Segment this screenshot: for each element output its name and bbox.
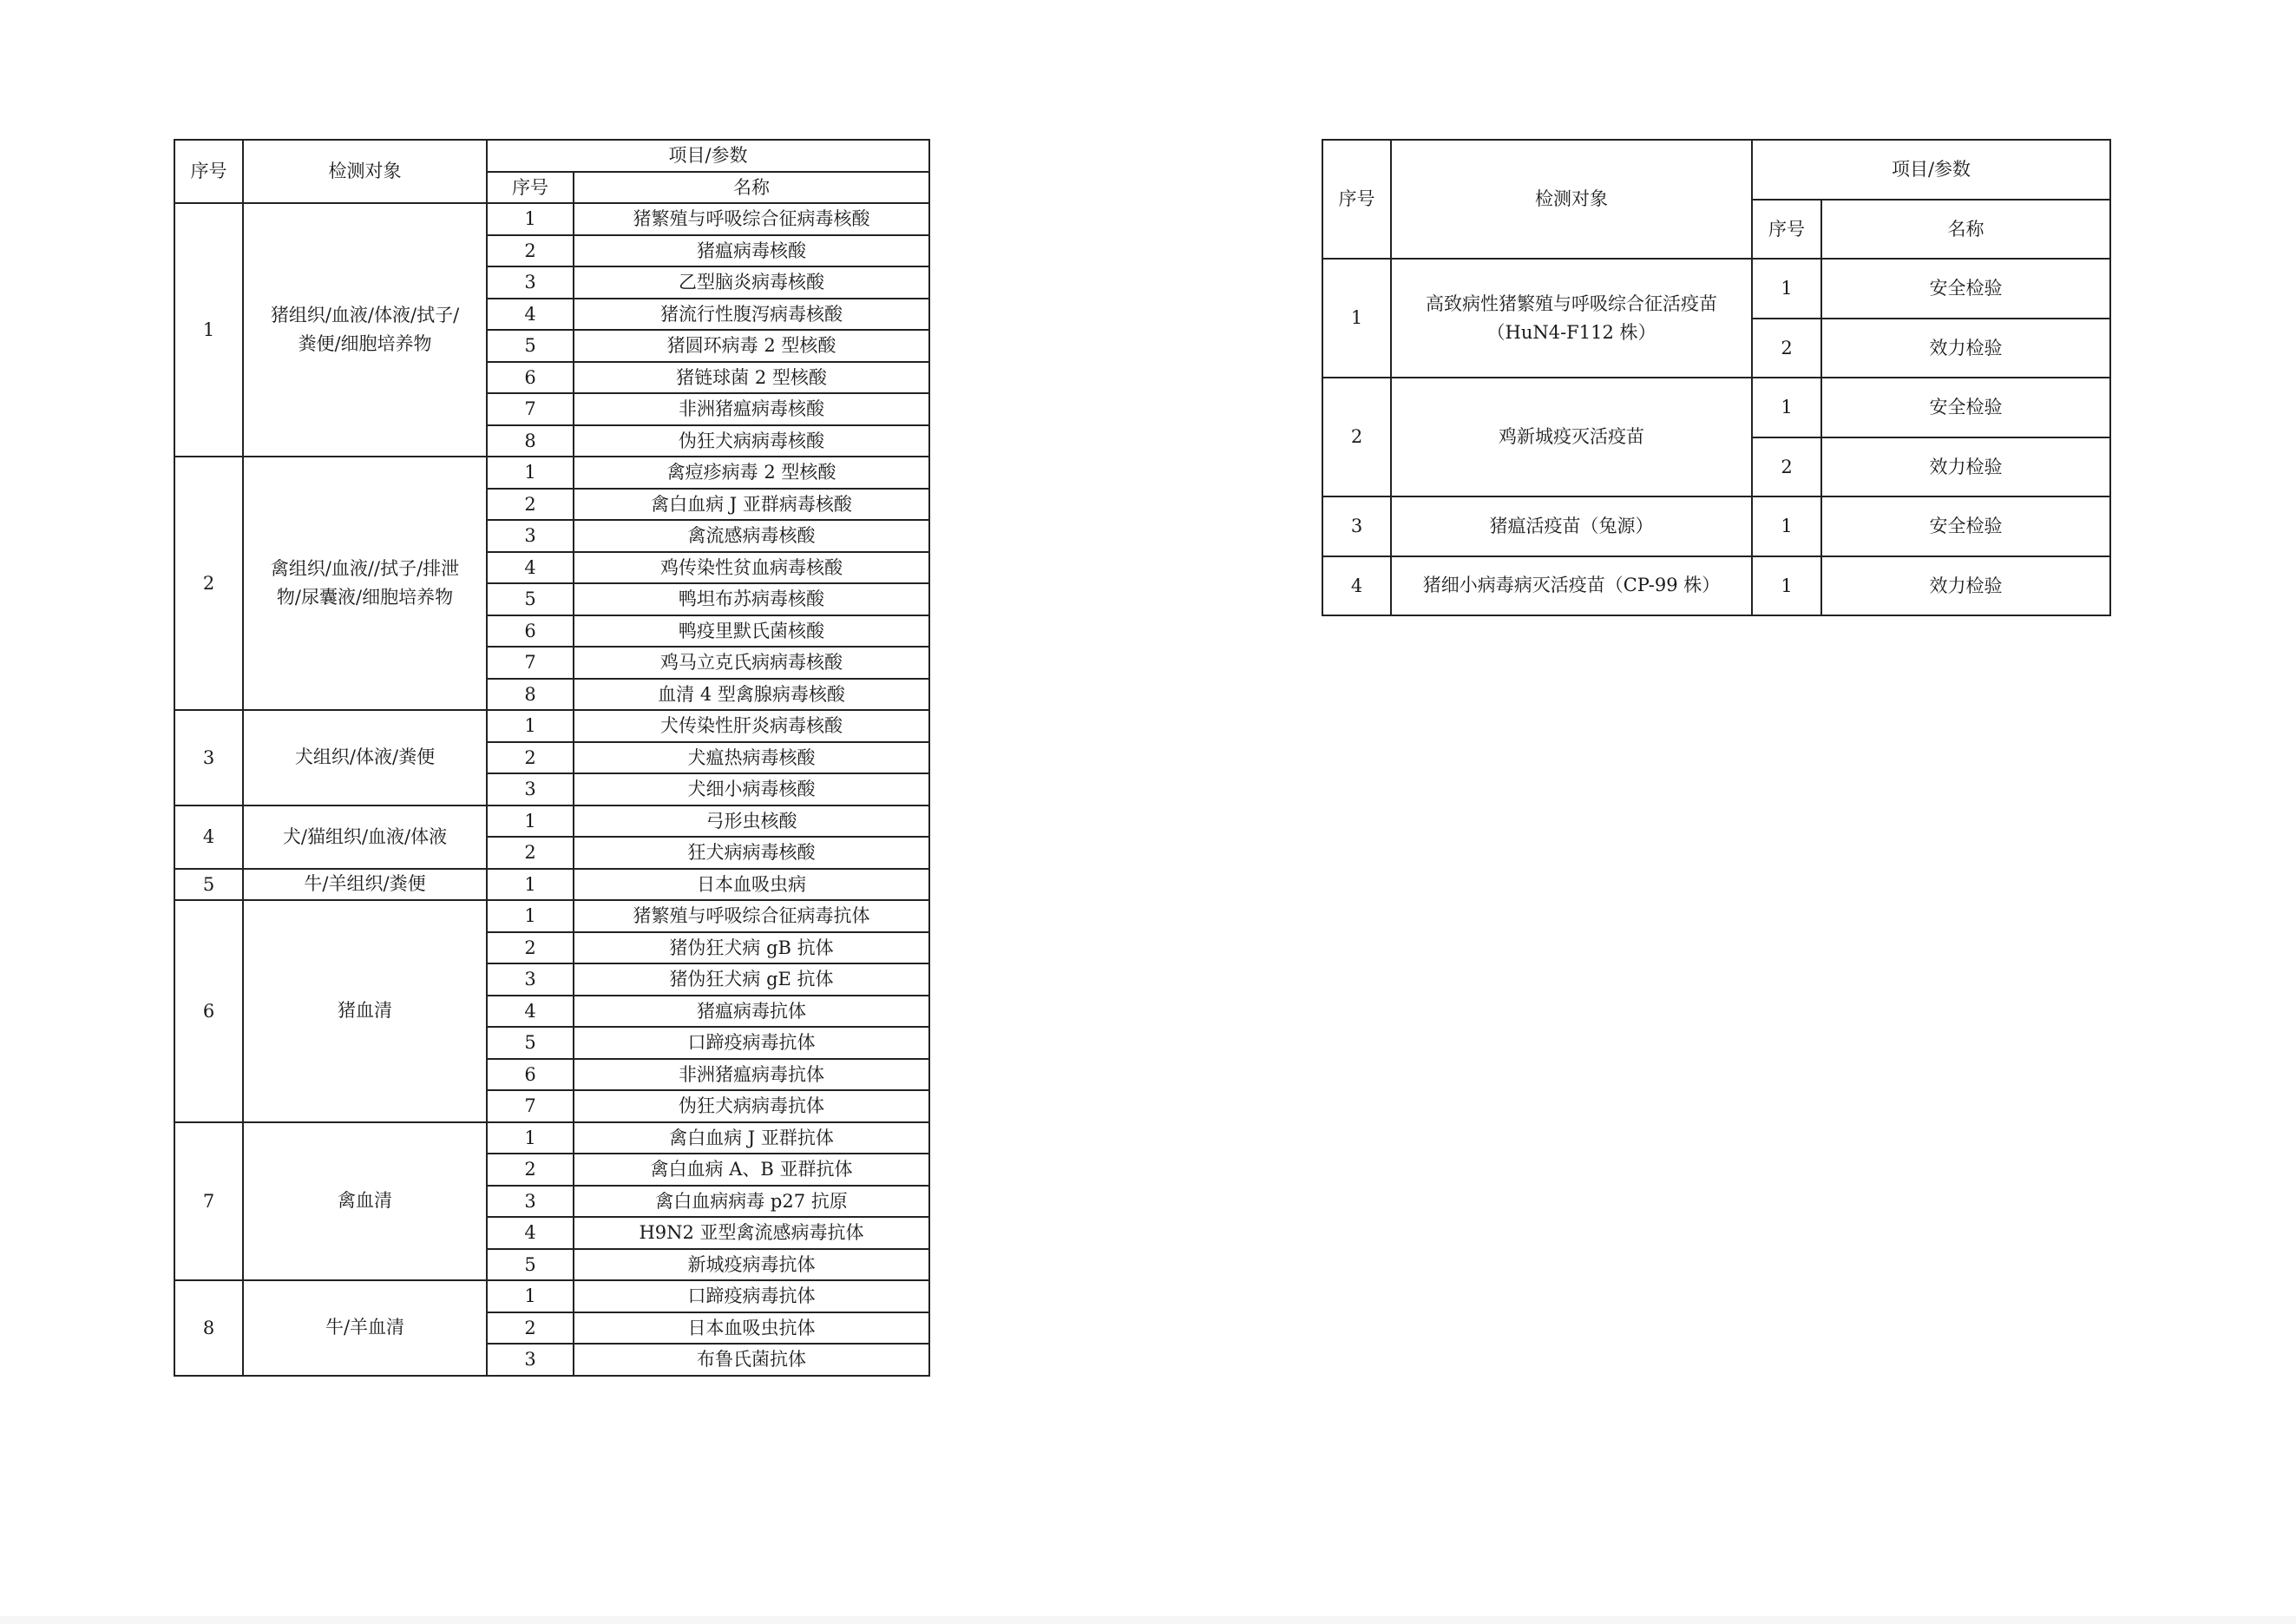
item-name-cell: 狂犬病病毒核酸 (574, 837, 929, 869)
item-seq-cell: 4 (487, 1217, 574, 1249)
detection-object-cell: 高致病性猪繁殖与呼吸综合征活疫苗（HuN4-F112 株） (1391, 259, 1752, 378)
item-seq-cell: 1 (487, 1280, 574, 1312)
group-seq-cell: 5 (174, 869, 243, 901)
item-name-cell: 犬细小病毒核酸 (574, 773, 929, 805)
item-seq-cell: 1 (487, 900, 574, 932)
item-name-cell: 犬传染性肝炎病毒核酸 (574, 710, 929, 742)
table-row (1322, 378, 2110, 437)
detection-object-cell: 犬/猫组织/血液/体液 (243, 805, 487, 869)
item-seq-cell: 1 (487, 203, 574, 235)
item-name-cell: 日本血吸虫抗体 (574, 1312, 929, 1345)
item-seq-cell: 2 (1752, 437, 1821, 497)
group-seq-cell: 6 (174, 900, 243, 1122)
header-items: 项目/参数 (487, 140, 929, 172)
item-name-cell: 弓形虫核酸 (574, 805, 929, 838)
header-items: 项目/参数 (1752, 140, 2110, 200)
item-name-cell: 猪瘟病毒抗体 (574, 996, 929, 1028)
item-name-cell: 口蹄疫病毒抗体 (574, 1280, 929, 1312)
detection-object-cell: 猪组织/血液/体液/拭子/粪便/细胞培养物 (243, 203, 487, 457)
detection-object-cell: 猪细小病毒病灭活疫苗（CP-99 株） (1391, 556, 1752, 616)
item-name-cell: 禽流感病毒核酸 (574, 520, 929, 552)
item-seq-cell: 3 (487, 963, 574, 996)
group-seq-cell: 4 (174, 805, 243, 869)
group-seq-cell: 1 (174, 203, 243, 457)
table-row (174, 869, 929, 901)
item-name-cell: 猪圆环病毒 2 型核酸 (574, 330, 929, 362)
detection-object-cell: 牛/羊组织/粪便 (243, 869, 487, 901)
item-seq-cell: 6 (487, 615, 574, 648)
table-row (174, 710, 929, 742)
item-seq-cell: 1 (487, 710, 574, 742)
item-seq-cell: 1 (487, 457, 574, 489)
item-name-cell: 猪繁殖与呼吸综合征病毒抗体 (574, 900, 929, 932)
item-name-cell: 血清 4 型禽腺病毒核酸 (574, 679, 929, 711)
item-seq-cell: 1 (1752, 496, 1821, 556)
right-vaccine-table (1322, 139, 2111, 616)
table-row (174, 1280, 929, 1312)
item-name-cell: 鸭坦布苏病毒核酸 (574, 583, 929, 615)
item-seq-cell: 6 (487, 1059, 574, 1091)
group-seq-cell: 8 (174, 1280, 243, 1376)
table-row (174, 805, 929, 838)
item-seq-cell: 2 (1752, 319, 1821, 378)
header-object: 检测对象 (243, 140, 487, 203)
item-seq-cell: 5 (487, 1027, 574, 1059)
group-seq-cell: 2 (1322, 378, 1391, 496)
item-seq-cell: 2 (487, 742, 574, 774)
item-name-cell: 猪链球菌 2 型核酸 (574, 362, 929, 394)
header-item-seq: 序号 (487, 172, 574, 204)
item-name-cell: 口蹄疫病毒抗体 (574, 1027, 929, 1059)
item-seq-cell: 2 (487, 1312, 574, 1345)
item-name-cell: 鸡传染性贫血病毒核酸 (574, 552, 929, 584)
item-seq-cell: 1 (487, 1122, 574, 1154)
detection-object-cell: 禽组织/血液//拭子/排泄物/尿囊液/细胞培养物 (243, 457, 487, 710)
item-name-cell: 安全检验 (1821, 496, 2110, 556)
item-seq-cell: 5 (487, 583, 574, 615)
item-name-cell: 非洲猪瘟病毒抗体 (574, 1059, 929, 1091)
group-seq-cell: 3 (1322, 496, 1391, 556)
item-name-cell: 猪瘟病毒核酸 (574, 235, 929, 267)
detection-object-cell: 犬组织/体液/粪便 (243, 710, 487, 805)
item-name-cell: 猪流行性腹泻病毒核酸 (574, 299, 929, 331)
item-name-cell: 猪伪狂犬病 gB 抗体 (574, 932, 929, 964)
page-bottom-edge (0, 1616, 2296, 1624)
item-name-cell: H9N2 亚型禽流感病毒抗体 (574, 1217, 929, 1249)
item-seq-cell: 4 (487, 996, 574, 1028)
item-name-cell: 伪狂犬病病毒核酸 (574, 425, 929, 457)
table-row (174, 900, 929, 932)
item-name-cell: 效力检验 (1821, 437, 2110, 497)
item-name-cell: 鸭疫里默氏菌核酸 (574, 615, 929, 648)
item-seq-cell: 1 (487, 869, 574, 901)
item-seq-cell: 1 (1752, 259, 1821, 319)
item-seq-cell: 7 (487, 1090, 574, 1122)
group-seq-cell: 2 (174, 457, 243, 710)
item-name-cell: 猪繁殖与呼吸综合征病毒核酸 (574, 203, 929, 235)
item-name-cell: 效力检验 (1821, 556, 2110, 616)
detection-object-cell: 猪血清 (243, 900, 487, 1122)
item-seq-cell: 3 (487, 1344, 574, 1376)
item-name-cell: 布鲁氏菌抗体 (574, 1344, 929, 1376)
detection-object-cell: 牛/羊血清 (243, 1280, 487, 1376)
item-name-cell: 效力检验 (1821, 319, 2110, 378)
item-seq-cell: 5 (487, 330, 574, 362)
item-name-cell: 鸡马立克氏病病毒核酸 (574, 647, 929, 679)
item-seq-cell: 8 (487, 679, 574, 711)
item-seq-cell: 3 (487, 1186, 574, 1218)
item-seq-cell: 2 (487, 489, 574, 521)
header-seq: 序号 (1322, 140, 1391, 259)
table-row (174, 1122, 929, 1154)
table-row (1322, 496, 2110, 556)
header-item-name: 名称 (1821, 200, 2110, 260)
item-seq-cell: 7 (487, 393, 574, 425)
item-seq-cell: 7 (487, 647, 574, 679)
item-name-cell: 禽白血病 J 亚群病毒核酸 (574, 489, 929, 521)
table-row (1322, 556, 2110, 616)
item-seq-cell: 2 (487, 932, 574, 964)
item-seq-cell: 2 (487, 837, 574, 869)
detection-object-cell: 鸡新城疫灭活疫苗 (1391, 378, 1752, 496)
item-seq-cell: 6 (487, 362, 574, 394)
table-row (1322, 259, 2110, 319)
group-seq-cell: 7 (174, 1122, 243, 1281)
header-object: 检测对象 (1391, 140, 1752, 259)
item-name-cell: 禽痘疹病毒 2 型核酸 (574, 457, 929, 489)
left-table-body (174, 203, 929, 1376)
detection-object-cell: 禽血清 (243, 1122, 487, 1281)
item-name-cell: 安全检验 (1821, 378, 2110, 437)
item-seq-cell: 4 (487, 552, 574, 584)
item-seq-cell: 1 (1752, 556, 1821, 616)
group-seq-cell: 3 (174, 710, 243, 805)
item-seq-cell: 2 (487, 235, 574, 267)
item-name-cell: 禽白血病 J 亚群抗体 (574, 1122, 929, 1154)
group-seq-cell: 1 (1322, 259, 1391, 378)
item-seq-cell: 8 (487, 425, 574, 457)
group-seq-cell: 4 (1322, 556, 1391, 616)
item-seq-cell: 3 (487, 520, 574, 552)
item-seq-cell: 1 (1752, 378, 1821, 437)
detection-object-cell: 猪瘟活疫苗（兔源） (1391, 496, 1752, 556)
item-seq-cell: 3 (487, 266, 574, 299)
item-seq-cell: 1 (487, 805, 574, 838)
item-name-cell: 禽白血病 A、B 亚群抗体 (574, 1154, 929, 1186)
header-item-name: 名称 (574, 172, 929, 204)
item-name-cell: 犬瘟热病毒核酸 (574, 742, 929, 774)
item-name-cell: 非洲猪瘟病毒核酸 (574, 393, 929, 425)
item-seq-cell: 2 (487, 1154, 574, 1186)
item-name-cell: 安全检验 (1821, 259, 2110, 319)
header-item-seq: 序号 (1752, 200, 1821, 260)
item-name-cell: 禽白血病病毒 p27 抗原 (574, 1186, 929, 1218)
item-name-cell: 伪狂犬病病毒抗体 (574, 1090, 929, 1122)
item-name-cell: 乙型脑炎病毒核酸 (574, 266, 929, 299)
item-seq-cell: 5 (487, 1249, 574, 1281)
item-name-cell: 日本血吸虫病 (574, 869, 929, 901)
header-seq: 序号 (174, 140, 243, 203)
table-row (174, 203, 929, 235)
table-row (174, 457, 929, 489)
right-table-body (1322, 259, 2110, 615)
left-detection-table (174, 139, 930, 1377)
item-name-cell: 猪伪狂犬病 gE 抗体 (574, 963, 929, 996)
item-seq-cell: 3 (487, 773, 574, 805)
item-seq-cell: 4 (487, 299, 574, 331)
item-name-cell: 新城疫病毒抗体 (574, 1249, 929, 1281)
